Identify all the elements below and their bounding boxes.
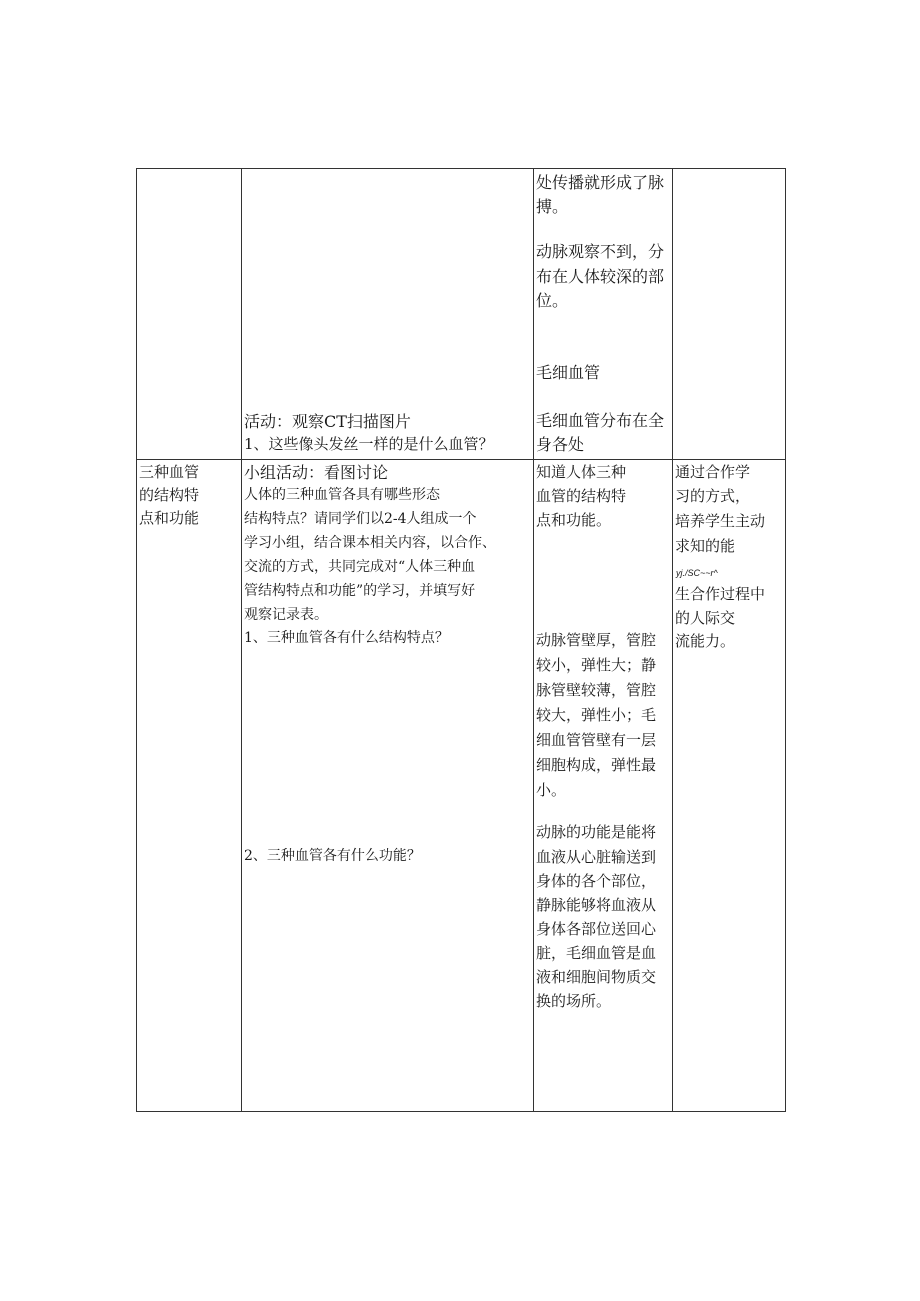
col-border-1 <box>241 168 242 1112</box>
question-function: 2、三种血管各有什么功能？ <box>244 848 421 864</box>
col-border-2 <box>533 168 534 1112</box>
question-structure: 1、三种血管各有什么结构特点？ <box>244 630 449 646</box>
row1-question: 1、这些像头发丝一样的是什么血管？ <box>244 435 494 453</box>
col-border-right <box>785 168 786 1112</box>
row-divider <box>136 459 786 460</box>
table-top-border <box>136 168 786 169</box>
col-border-left <box>136 168 137 1112</box>
ocr-noise-text: yj./SC~~r^ <box>676 568 718 578</box>
col-border-3 <box>672 168 673 1112</box>
row1-activity-heading: 活动：观察CT扫描图片 <box>244 412 411 431</box>
table-bottom-border <box>136 1111 786 1112</box>
